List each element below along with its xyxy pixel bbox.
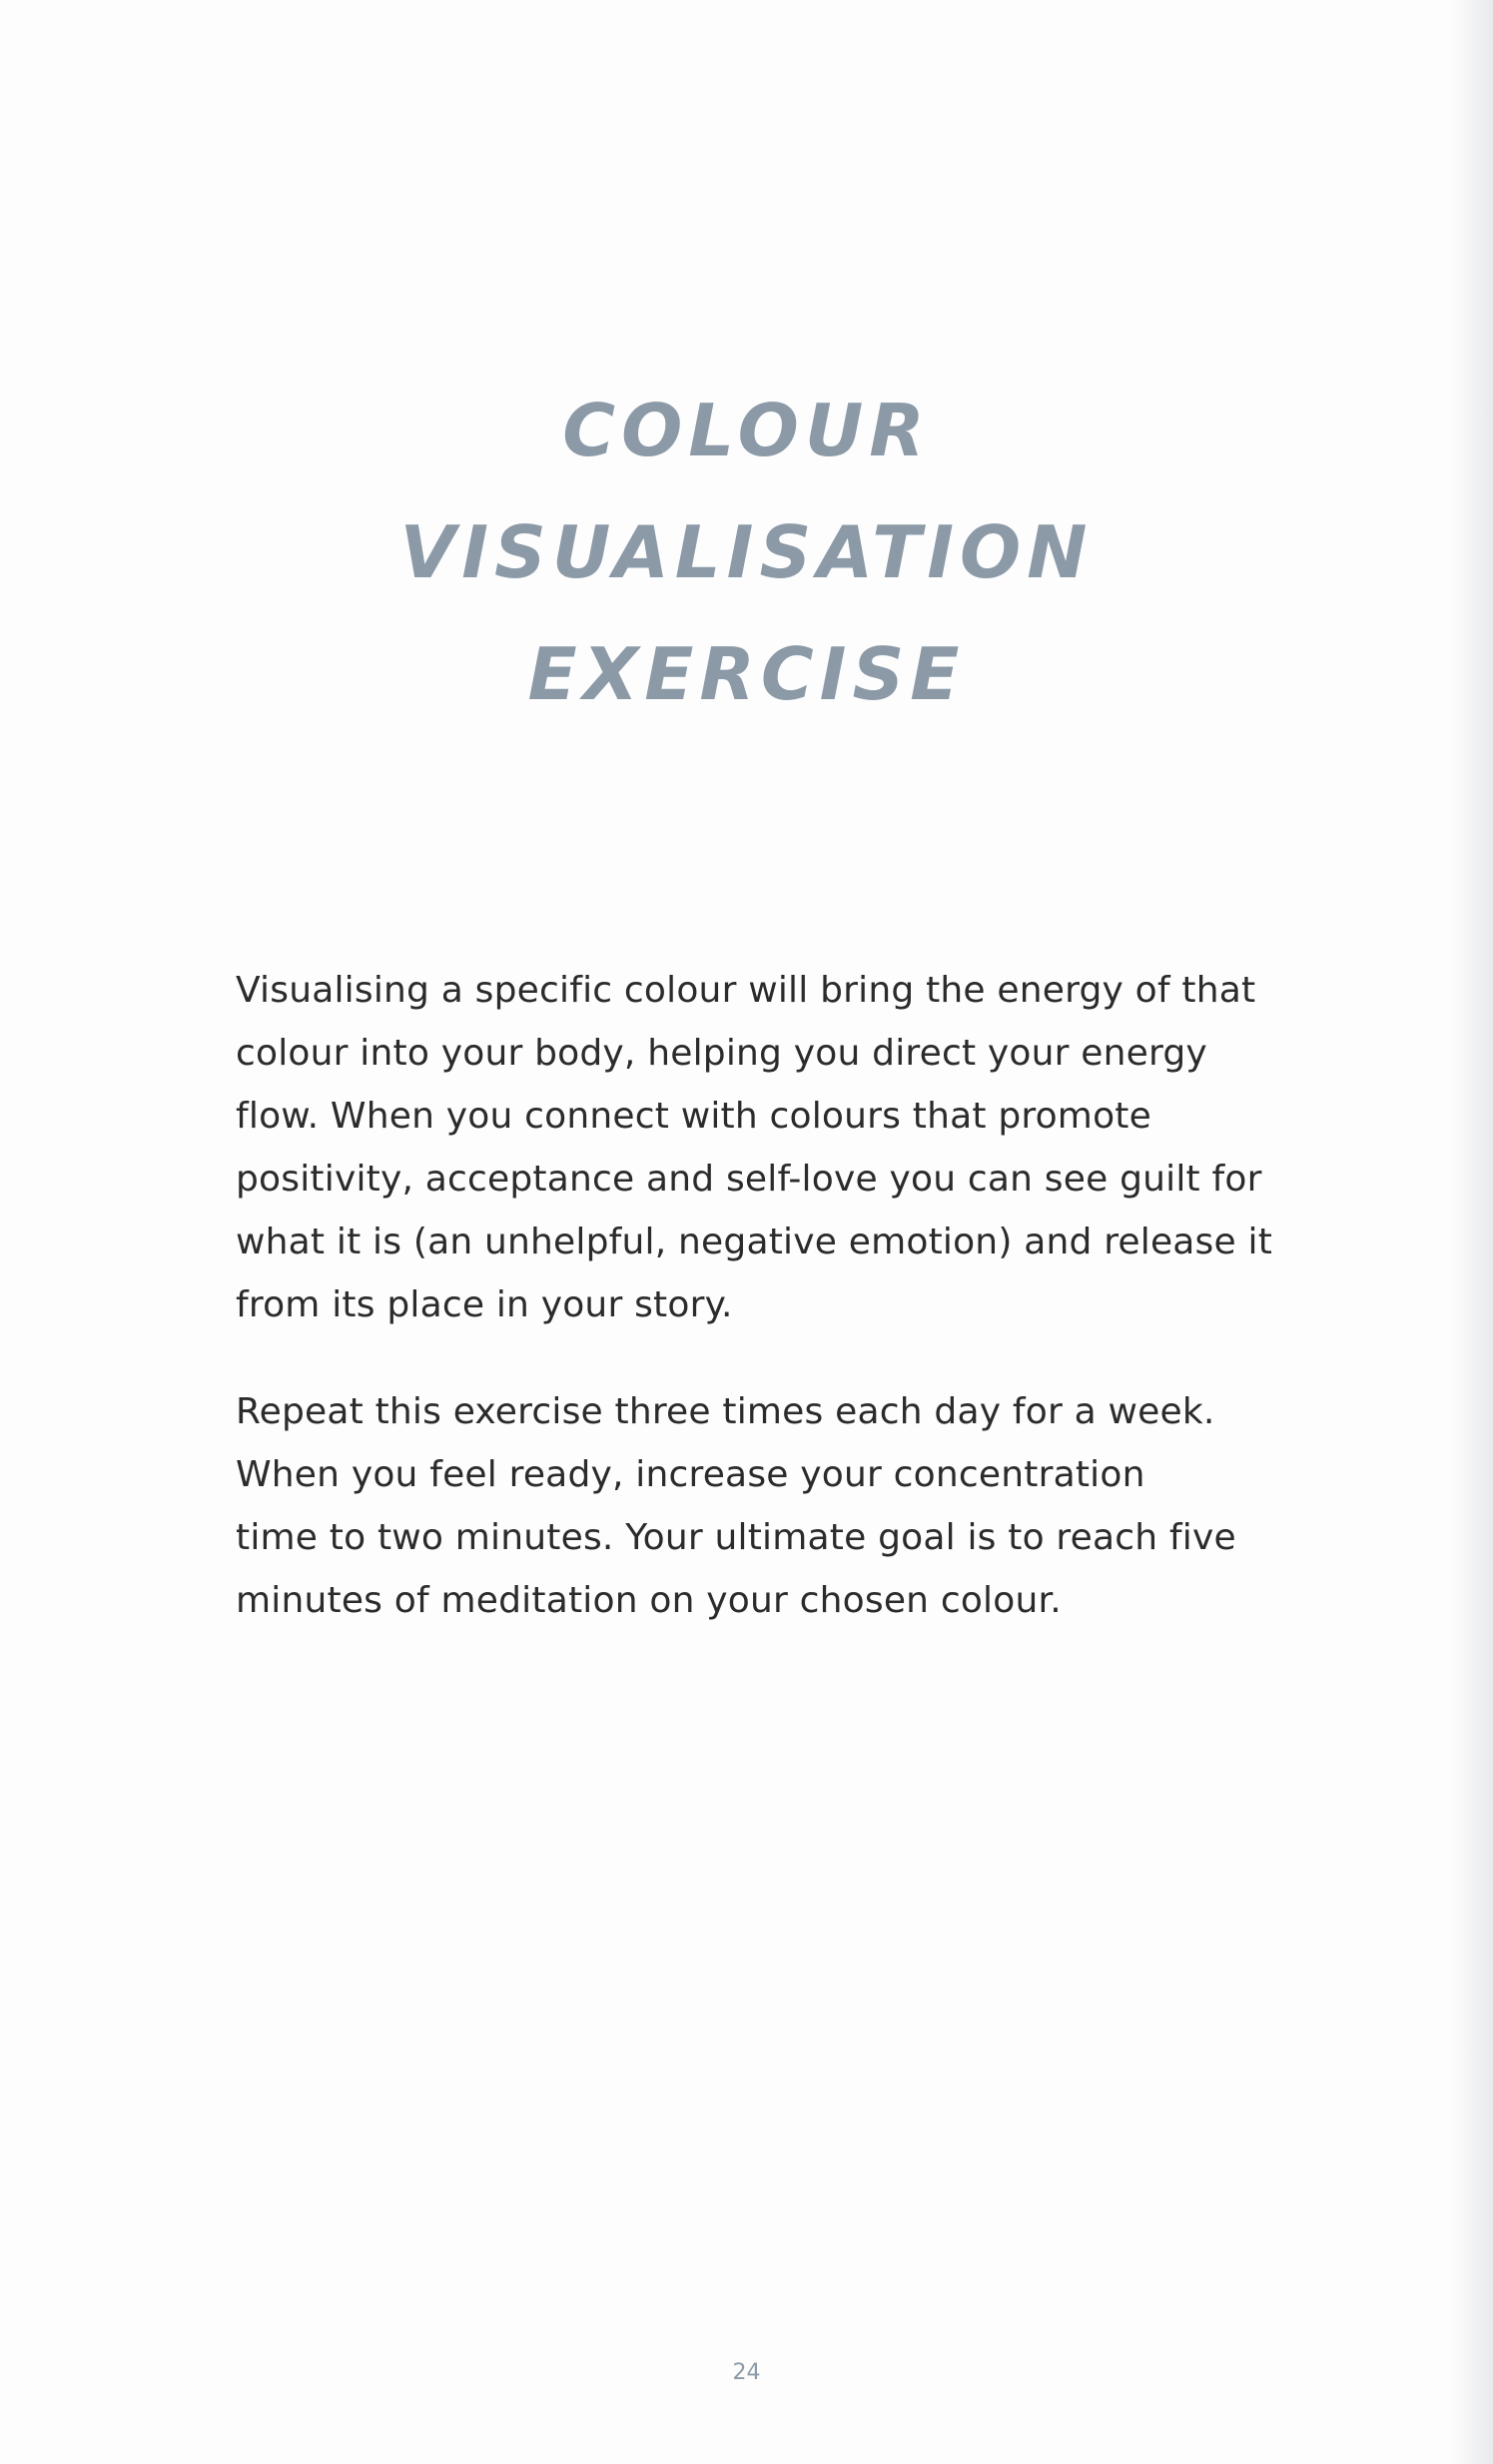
paragraph-1-line: flow. When you connect with colours that promote [236,1096,1151,1137]
paragraph-2-line: minutes of meditation on your chosen colour. [236,1580,1062,1621]
title-line-3: EXERCISE [527,632,966,716]
body-text [236,959,1273,1676]
title-line-1: COLOUR [562,389,931,472]
paragraph-1 [236,959,1273,1336]
paragraph-1-line: positivity, acceptance and self-love you can see guilt for [236,1159,1262,1200]
page-title [0,370,1493,735]
paragraph-1-line: from its place in your story. [236,1284,733,1325]
paragraph-1-line: what it is (an unhelpful, negative emotion) and release it [236,1222,1273,1262]
paragraph-2-line: When you feel ready, increase your concentration [236,1454,1145,1495]
page-number: 24 [732,2360,761,2385]
paragraph-2 [236,1380,1244,1632]
paragraph-2-line: Repeat this exercise three times each day for a week. [236,1391,1215,1432]
paragraph-2-line: time to two minutes. Your ultimate goal is to reach five [236,1517,1236,1558]
paragraph-1-line: colour into your body, helping you direct your energy [236,1033,1207,1074]
paragraph-1-line: Visualising a specific colour will bring the energy of that [236,970,1256,1011]
title-line-2: VISUALISATION [399,510,1094,594]
